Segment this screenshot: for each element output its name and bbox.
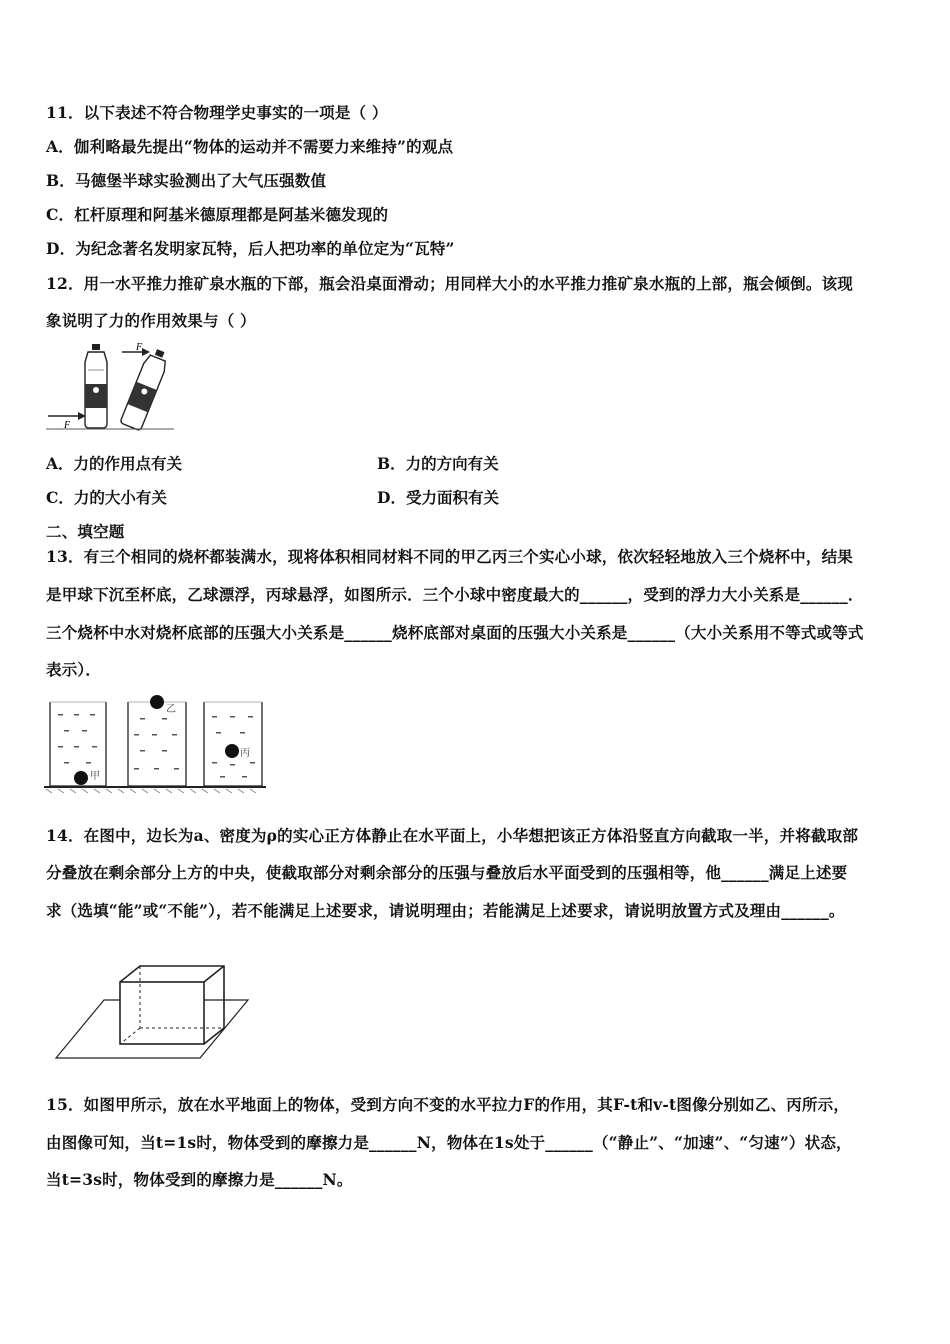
cube-figure bbox=[52, 962, 252, 1062]
section-title: 二、填空题 bbox=[46, 522, 125, 541]
beaker-1 bbox=[50, 702, 106, 786]
q14-line1: 14．在图中，边长为a、密度为ρ的实心正方体静止在水平面上，小华想把该正方体沿竖直方向截取一半，并将截取部 bbox=[46, 826, 859, 845]
svg-text:丙: 丙 bbox=[240, 748, 250, 759]
q12-option-b: B．力的方向有关 bbox=[377, 454, 499, 473]
ball-bing bbox=[225, 744, 239, 758]
svg-text:甲: 甲 bbox=[90, 771, 100, 782]
ball-jia bbox=[74, 771, 88, 785]
beaker-2 bbox=[128, 695, 186, 786]
q15-line2: 由图像可知，当t=1s时，物体受到的摩擦力是______N，物体在1s处于______（“静止”、“加速”、“匀速”）状态， bbox=[46, 1133, 852, 1152]
ball-yi bbox=[150, 695, 164, 709]
q12-stem-line2: 象说明了力的作用效果与（ ） bbox=[46, 311, 256, 330]
q11-option-b: B．马德堡半球实验测出了大气压强数值 bbox=[46, 171, 327, 190]
q15-line3: 当t=3s时，物体受到的摩擦力是______N。 bbox=[46, 1170, 353, 1189]
q12-option-d: D．受力面积有关 bbox=[377, 488, 499, 507]
bottle-push-figure bbox=[44, 340, 184, 432]
q12-stem-line1: 12．用一水平推力推矿泉水瓶的下部，瓶会沿桌面滑动；用同样大小的水平推力推矿泉水瓶的上部，瓶会倾倒。该现 bbox=[46, 274, 853, 293]
beakers-figure bbox=[44, 690, 268, 794]
q13-line1: 13．有三个相同的烧杯都装满水，现将体积相同材料不同的甲乙丙三个实心小球，依次轻轻地放入三个烧杯中，结果 bbox=[46, 547, 853, 566]
tilted-bottle-icon bbox=[120, 347, 171, 431]
q12-option-c: C．力的大小有关 bbox=[46, 488, 167, 507]
upright-bottle-icon bbox=[85, 344, 107, 428]
svg-text:F: F bbox=[64, 420, 71, 431]
q14-line2: 分叠放在剩余部分上方的中央，使截取部分对剩余部分的压强与叠放后水平面受到的压强相等，他______满足上述要 bbox=[46, 863, 848, 882]
svg-text:乙: 乙 bbox=[166, 704, 176, 715]
svg-text:F: F bbox=[136, 342, 143, 353]
q11-stem: 11．以下表述不符合物理学史事实的一项是（ ） bbox=[46, 103, 388, 122]
q11-option-a: A．伽利略最先提出“物体的运动并不需要力来维持”的观点 bbox=[46, 137, 454, 156]
q13-line2: 是甲球下沉至杯底，乙球漂浮，丙球悬浮，如图所示．三个小球中密度最大的______，受到的浮力大小关系是______． bbox=[46, 585, 864, 604]
cube-icon bbox=[120, 966, 224, 1044]
q11-option-c: C．杠杆原理和阿基米德原理都是阿基米德发现的 bbox=[46, 205, 389, 224]
beaker-3 bbox=[204, 702, 262, 786]
q13-line3: 三个烧杯中水对烧杯底部的压强大小关系是______烧杯底部对桌面的压强大小关系是______（大小关系用不等式或等式 bbox=[46, 623, 864, 642]
q12-option-a: A．力的作用点有关 bbox=[46, 454, 183, 473]
q15-line1: 15．如图甲所示，放在水平地面上的物体，受到方向不变的水平拉力F的作用，其F-t和v-t图像分别如乙、丙所示， bbox=[46, 1095, 850, 1114]
q13-line4: 表示）． bbox=[46, 660, 102, 679]
q11-option-d: D．为纪念著名发明家瓦特，后人把功率的单位定为“瓦特” bbox=[46, 239, 455, 258]
q14-line3: 求（选填“能”或“不能”），若不能满足上述要求，请说明理由；若能满足上述要求，请说明放置方式及理由______。 bbox=[46, 901, 845, 920]
